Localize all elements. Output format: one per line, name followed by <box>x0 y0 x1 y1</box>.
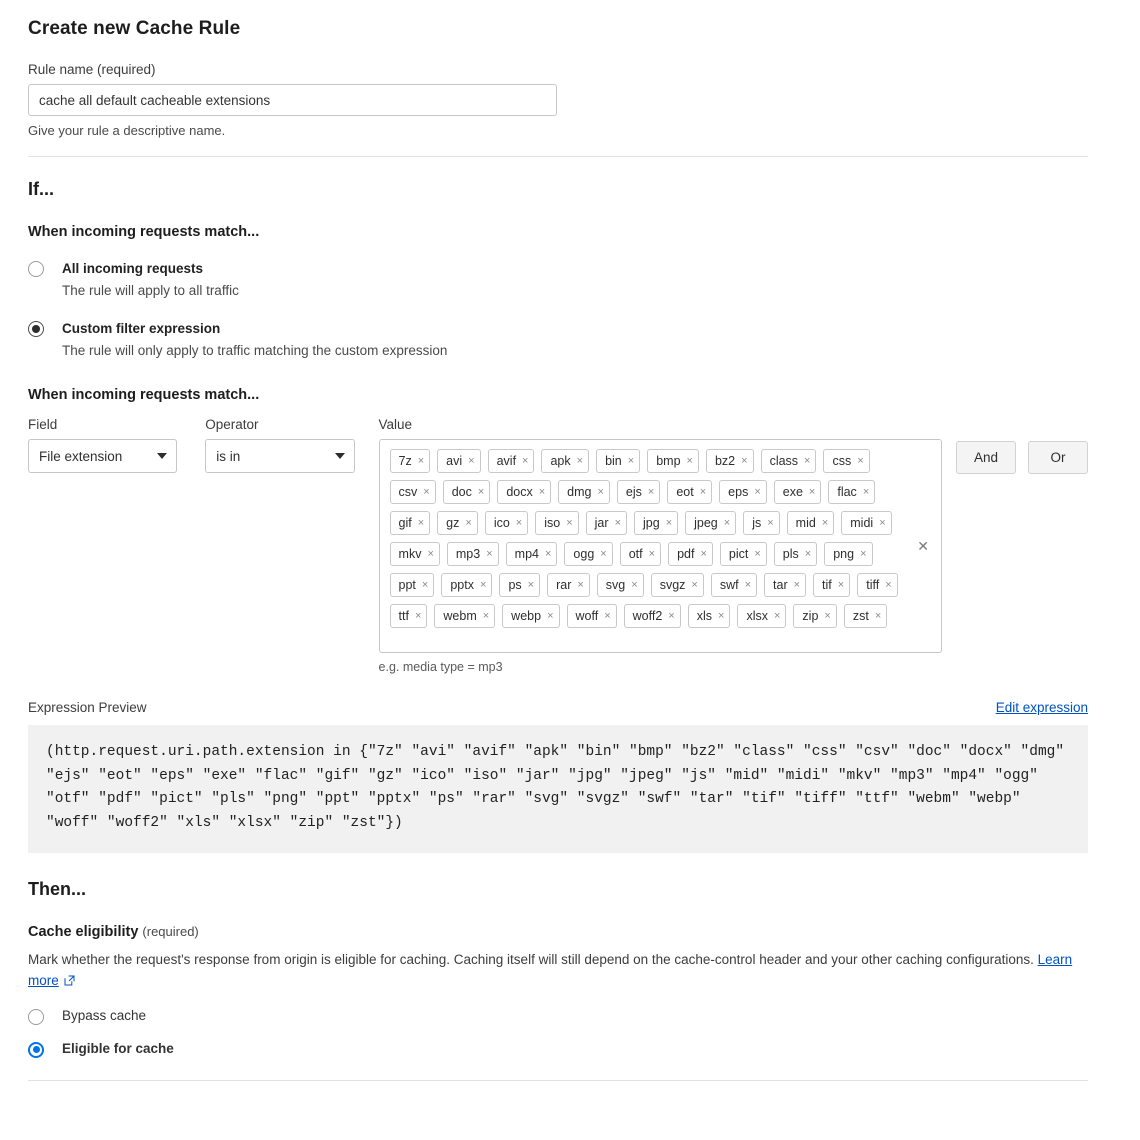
remove-token-icon[interactable]: × <box>538 485 546 498</box>
value-token[interactable] <box>685 511 736 535</box>
remove-token-icon[interactable]: × <box>879 516 886 529</box>
remove-token-icon[interactable]: × <box>668 609 675 622</box>
remove-token-icon[interactable]: × <box>477 485 485 498</box>
value-hint: e.g. media type = mp3 <box>378 660 503 675</box>
remove-token-icon[interactable]: × <box>515 516 523 529</box>
rule-name-input[interactable] <box>28 84 557 116</box>
remove-token-icon[interactable]: × <box>837 578 845 591</box>
operator-column <box>205 417 354 473</box>
remove-token-icon[interactable]: × <box>885 578 892 591</box>
value-token-label: ps <box>508 578 522 593</box>
remove-token-icon[interactable]: × <box>600 547 607 560</box>
value-token[interactable] <box>844 604 887 628</box>
remove-token-icon[interactable]: × <box>544 547 552 560</box>
value-token-label: otf <box>628 547 643 562</box>
value-token[interactable] <box>711 573 757 597</box>
value-token-label: ogg <box>573 547 595 562</box>
value-token-label: swf <box>719 578 739 593</box>
value-token-label: js <box>752 516 762 531</box>
value-token-label: eot <box>676 485 694 500</box>
value-token-label: 7z <box>398 454 412 469</box>
radio-label-eligible-for-cache: Eligible for cache <box>62 1040 174 1056</box>
value-token-label: tiff <box>866 578 880 593</box>
chevron-down-icon <box>157 453 167 459</box>
value-token[interactable] <box>541 449 589 473</box>
value-token[interactable] <box>443 480 491 504</box>
value-token[interactable] <box>774 542 817 566</box>
remove-token-icon[interactable]: × <box>522 454 529 467</box>
value-token[interactable] <box>824 542 872 566</box>
learn-more-link[interactable]: Learn more <box>28 952 1073 988</box>
value-token[interactable] <box>547 573 590 597</box>
value-token-label: csv <box>398 485 418 500</box>
value-token-label: bz2 <box>714 454 736 469</box>
value-token-label: pptx <box>450 578 474 593</box>
radio-option-bypass-cache[interactable] <box>28 1008 1088 1025</box>
value-token[interactable] <box>743 511 779 535</box>
expression-preview-header <box>28 700 1088 715</box>
value-token[interactable] <box>706 449 754 473</box>
remove-token-icon[interactable]: × <box>482 609 490 622</box>
radio-icon-all-incoming-requests[interactable] <box>28 261 44 277</box>
value-token[interactable] <box>667 480 712 504</box>
value-token-label: iso <box>544 516 561 531</box>
value-token[interactable] <box>634 511 678 535</box>
operator-label: Operator <box>205 417 259 433</box>
remove-token-icon[interactable]: × <box>427 547 434 560</box>
value-token-label: svgz <box>659 578 686 593</box>
remove-token-icon[interactable]: × <box>417 454 425 467</box>
value-token[interactable] <box>497 480 551 504</box>
radio-option-custom-filter-expression[interactable] <box>28 320 1088 360</box>
value-token[interactable] <box>485 511 528 535</box>
value-token-label: mp4 <box>514 547 539 562</box>
value-token-label: midi <box>850 516 874 531</box>
value-token[interactable] <box>447 542 499 566</box>
value-token-label: zip <box>802 609 819 624</box>
value-token-label: woff2 <box>632 609 663 624</box>
remove-token-icon[interactable]: × <box>527 578 535 591</box>
value-token-label: svg <box>605 578 626 593</box>
value-token[interactable] <box>823 449 869 473</box>
external-link-icon <box>64 972 75 983</box>
value-token-label: avif <box>496 454 517 469</box>
value-token-label: avi <box>446 454 463 469</box>
field-column <box>28 417 177 473</box>
expression-preview-label: Expression Preview <box>28 700 147 716</box>
value-token[interactable] <box>390 573 435 597</box>
value-token-label: pdf <box>677 547 695 562</box>
remove-token-icon[interactable]: × <box>414 609 422 622</box>
remove-token-icon[interactable]: × <box>631 578 638 591</box>
value-token-label: jpeg <box>694 516 718 531</box>
value-token-label: mid <box>795 516 816 531</box>
remove-token-icon[interactable]: × <box>627 454 635 467</box>
and-button[interactable]: And <box>956 441 1016 474</box>
radio-option-all-incoming-requests[interactable] <box>28 260 1088 300</box>
remove-token-icon[interactable]: × <box>767 516 774 529</box>
value-token-label: docx <box>506 485 533 500</box>
value-token[interactable] <box>437 511 478 535</box>
value-token-input[interactable] <box>379 439 942 653</box>
radio-text-block <box>62 320 447 360</box>
remove-token-icon[interactable]: × <box>860 547 867 560</box>
value-token-label: webm <box>443 609 477 624</box>
remove-token-icon[interactable]: × <box>821 516 829 529</box>
value-token-label: tar <box>773 578 788 593</box>
remove-token-icon[interactable]: × <box>468 454 475 467</box>
value-token[interactable] <box>596 449 640 473</box>
value-token[interactable] <box>841 511 891 535</box>
radio-label-bypass-cache: Bypass cache <box>62 1007 147 1023</box>
rule-name-group <box>28 62 1088 138</box>
value-token-label: class <box>769 454 799 469</box>
value-token-label: jar <box>594 516 609 531</box>
value-token[interactable] <box>617 480 660 504</box>
remove-token-icon[interactable]: × <box>566 516 573 529</box>
radio-sub-custom-filter-expression: The rule will only apply to traffic matching the custom expression <box>62 342 448 358</box>
radio-icon-custom-filter-expression[interactable] <box>28 321 44 337</box>
value-token-label: gif <box>398 516 412 531</box>
value-token[interactable] <box>774 480 822 504</box>
then-heading: Then... <box>28 879 86 900</box>
remove-token-icon[interactable]: × <box>808 485 816 498</box>
value-token[interactable] <box>624 604 681 628</box>
remove-token-icon[interactable]: × <box>423 485 430 498</box>
bottom-divider <box>28 1080 1088 1081</box>
remove-token-icon[interactable]: × <box>597 485 604 498</box>
value-token-label: zst <box>852 609 869 624</box>
value-token-label: pict <box>728 547 749 562</box>
value-token-label: eps <box>728 485 749 500</box>
radio-label-custom-filter-expression: Custom filter expression <box>62 320 221 336</box>
value-token[interactable] <box>720 542 767 566</box>
value-token[interactable] <box>567 604 617 628</box>
remove-token-icon[interactable]: × <box>480 578 487 591</box>
value-token-label: webp <box>511 609 542 624</box>
value-token-label: apk <box>550 454 571 469</box>
if-subheading: When incoming requests match... <box>28 224 260 240</box>
cache-eligibility-description <box>28 950 1088 992</box>
radio-option-eligible-for-cache[interactable] <box>28 1041 1088 1058</box>
remove-token-icon[interactable]: × <box>862 485 870 498</box>
value-token-label: ttf <box>398 609 409 624</box>
value-token[interactable] <box>390 480 436 504</box>
page-title: Create new Cache Rule <box>28 18 241 39</box>
rule-name-help: Give your rule a descriptive name. <box>28 123 226 138</box>
value-token-label: mkv <box>398 547 422 562</box>
edit-expression-link[interactable]: Edit expression <box>995 700 1088 716</box>
expression-preview-text: (http.request.uri.path.extension in {"7z" "avi" "avif" "apk" "bin" "bmp" "bz2" "class" "css" "csv" "doc" "docx" "dmg" "ejs" "eot" "eps" "exe" "flac" "gif" "gz" "ico" "iso" "jar" "jpg" "jpeg" "js" "mid" "midi" "mkv" "mp3" "mp4" "ogg" "otf" "pdf" "pict" "pls" "png" "ppt" "pptx" "ps" "rar" "svg" "svgz" "swf" "tar" "tif" "tiff" "ttf" "webm" "webp" "woff" "woff2" "xls" "xlsx" "zip" "zst"}) <box>28 725 1088 853</box>
if-heading: If... <box>28 179 54 199</box>
remove-token-icon[interactable]: × <box>648 547 656 560</box>
value-token[interactable] <box>564 542 612 566</box>
value-label: Value <box>378 417 413 433</box>
value-token[interactable] <box>620 542 661 566</box>
value-token-label: jpg <box>643 516 660 531</box>
value-token[interactable] <box>787 511 835 535</box>
radio-label-all-incoming-requests: All incoming requests <box>62 261 204 276</box>
value-token[interactable] <box>764 573 806 597</box>
value-token-label: xls <box>696 609 713 624</box>
remove-token-icon[interactable]: × <box>576 454 584 467</box>
value-token[interactable] <box>441 573 492 597</box>
remove-token-icon[interactable]: × <box>773 609 781 622</box>
value-token-label: ppt <box>398 578 416 593</box>
rule-name-label: Rule name (required) <box>28 62 156 77</box>
remove-token-icon[interactable]: × <box>804 547 812 560</box>
remove-token-icon[interactable]: × <box>793 578 801 591</box>
value-token-label: woff <box>575 609 599 624</box>
value-column <box>379 417 942 674</box>
value-token-label: flac <box>837 485 857 500</box>
or-button[interactable]: Or <box>1028 441 1088 474</box>
value-token-label: bin <box>605 454 622 469</box>
remove-token-icon[interactable]: × <box>699 485 707 498</box>
value-token[interactable] <box>651 573 704 597</box>
value-token[interactable] <box>434 604 495 628</box>
remove-token-icon[interactable]: × <box>804 454 811 467</box>
value-token[interactable] <box>437 449 480 473</box>
remove-token-icon[interactable]: × <box>604 609 611 622</box>
value-token[interactable] <box>828 480 875 504</box>
remove-token-icon[interactable]: × <box>665 516 673 529</box>
remove-token-icon[interactable]: × <box>857 454 864 467</box>
value-token-label: rar <box>556 578 572 593</box>
value-token[interactable] <box>535 511 578 535</box>
value-token-label: ico <box>493 516 510 531</box>
value-token[interactable] <box>737 604 786 628</box>
remove-token-icon[interactable]: × <box>744 578 752 591</box>
remove-token-icon[interactable]: × <box>614 516 621 529</box>
value-token[interactable] <box>390 542 440 566</box>
clear-all-icon[interactable]: ✕ <box>917 538 929 555</box>
value-token-label: doc <box>451 485 472 500</box>
operator-select-value: is in <box>216 448 241 464</box>
value-token[interactable] <box>506 542 558 566</box>
value-token[interactable] <box>488 449 535 473</box>
value-token-label: xlsx <box>746 609 768 624</box>
section-divider <box>28 156 1088 157</box>
radio-icon-bypass-cache[interactable] <box>28 1009 44 1025</box>
value-token[interactable] <box>586 511 627 535</box>
remove-token-icon[interactable]: × <box>723 516 731 529</box>
remove-token-icon[interactable]: × <box>754 485 761 498</box>
value-token[interactable] <box>793 604 836 628</box>
radio-text-block <box>62 260 239 300</box>
value-token[interactable] <box>390 511 431 535</box>
cache-eligibility-description-text: Mark whether the request's response from origin is eligible for caching. Caching itself will still depend on the cache-control header and your other caching configurations. <box>28 952 1038 968</box>
cache-eligibility-required: (required) <box>142 924 199 940</box>
value-token[interactable] <box>813 573 850 597</box>
remove-token-icon[interactable]: × <box>547 609 554 622</box>
remove-token-icon[interactable]: × <box>686 454 693 467</box>
value-token-label: ejs <box>625 485 642 500</box>
radio-icon-eligible-for-cache[interactable] <box>28 1042 44 1058</box>
value-token[interactable] <box>688 604 731 628</box>
remove-token-icon[interactable]: × <box>465 516 472 529</box>
field-label: Field <box>28 417 58 433</box>
value-token[interactable] <box>719 480 767 504</box>
value-token[interactable] <box>390 449 431 473</box>
value-token-label: gz <box>446 516 460 531</box>
remove-token-icon[interactable]: × <box>700 547 707 560</box>
value-token[interactable] <box>597 573 644 597</box>
remove-token-icon[interactable]: × <box>577 578 584 591</box>
remove-token-icon[interactable]: × <box>486 547 493 560</box>
value-token-label: pls <box>782 547 799 562</box>
operator-select[interactable] <box>205 439 354 473</box>
value-token[interactable] <box>558 480 610 504</box>
value-token[interactable] <box>761 449 817 473</box>
chevron-down-icon <box>335 453 345 459</box>
remove-token-icon[interactable]: × <box>691 578 698 591</box>
cache-eligibility-title: Cache eligibility <box>28 924 139 941</box>
remove-token-icon[interactable]: × <box>874 609 882 622</box>
value-token-label: bmp <box>656 454 681 469</box>
expression-builder <box>28 417 1088 674</box>
value-token-label: mp3 <box>455 547 481 562</box>
remove-token-icon[interactable]: × <box>741 454 748 467</box>
value-token[interactable] <box>647 449 699 473</box>
radio-sub-all-incoming-requests: The rule will apply to all traffic <box>62 283 239 298</box>
remove-token-icon[interactable]: × <box>647 485 655 498</box>
remove-token-icon[interactable]: × <box>824 609 831 622</box>
remove-token-icon[interactable]: × <box>754 547 761 560</box>
builder-heading: When incoming requests match... <box>28 387 260 404</box>
remove-token-icon[interactable]: × <box>421 578 429 591</box>
value-token[interactable] <box>499 573 540 597</box>
field-select-value: File extension <box>39 448 123 464</box>
value-token[interactable] <box>502 604 559 628</box>
value-token-label: exe <box>782 485 803 500</box>
value-token-label: png <box>833 547 855 562</box>
remove-token-icon[interactable]: × <box>417 516 425 529</box>
value-token-label: dmg <box>567 485 592 500</box>
value-token-label: css <box>832 454 852 469</box>
logic-buttons <box>956 417 1088 474</box>
field-select[interactable] <box>28 439 177 473</box>
value-token-label: tif <box>822 578 832 593</box>
value-token[interactable] <box>857 573 897 597</box>
value-token[interactable] <box>390 604 428 628</box>
value-token[interactable] <box>668 542 713 566</box>
cache-eligibility-label <box>28 924 1088 940</box>
remove-token-icon[interactable]: × <box>718 609 725 622</box>
